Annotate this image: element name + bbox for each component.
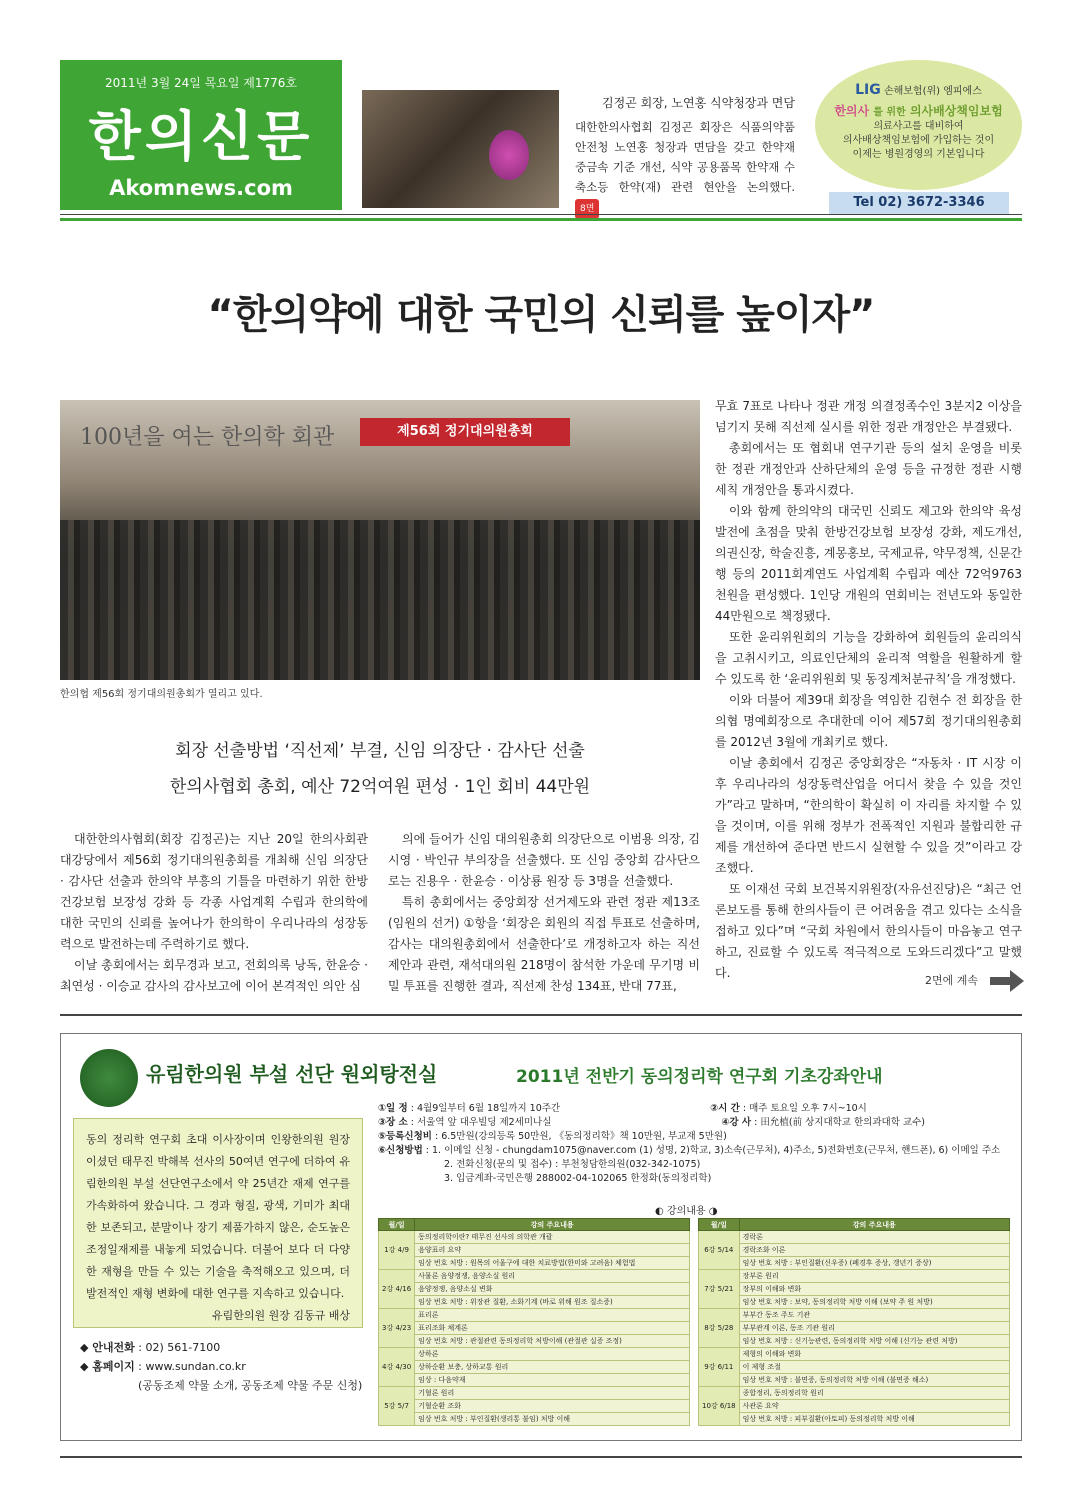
issue-date: 2011년 3월 24일 목요일 제1776호 — [105, 76, 297, 90]
lecture-item: 이 제형 조절 — [739, 1361, 1009, 1374]
lecture-item: 표리론 — [415, 1309, 690, 1322]
subheadline-2: 한의사협회 총회, 예산 72억여원 편성 · 1인 회비 44만원 — [169, 777, 591, 797]
schedule-row — [379, 1361, 690, 1374]
lecture-item: 상하론 — [415, 1348, 690, 1361]
lecture-item: 기혈론 원리 — [415, 1387, 690, 1400]
lecture-day: 8강 5/28 — [699, 1309, 740, 1348]
divider — [60, 1456, 1022, 1458]
lecture-item: 임상 : 다음약재 — [415, 1374, 690, 1387]
clinic-logo-icon — [80, 1049, 138, 1107]
lecture-item: 임상 번호 처방 : 관절관련 동의정리학 처방이해 (관절관 실증 조정) — [415, 1335, 690, 1348]
paragraph: 또 이재선 국회 보건복지위원장(자유선진당)은 “최근 언론보도를 통해 한의사들이 큰 어려움을 겪고 있다는 소식을 접하고 있다”며 “국회 차원에서 한의사들이 마음놓고 연구하고, 진료할 수 있도록 적극적으로 도와드리겠다”고 말했다. — [715, 882, 1022, 980]
main-headline[interactable]: “한의약에 대한 국민의 신뢰를 높이자” — [207, 292, 875, 338]
article-column-1 — [60, 829, 368, 997]
schedule-row — [379, 1348, 690, 1361]
desc-line: 이제는 병원경영의 기본입니다 — [852, 149, 985, 160]
lecture-item: 음양정쟁, 음양소실 변화 — [415, 1283, 690, 1296]
schedule-header: 강의 주요내용 — [415, 1219, 690, 1231]
schedule-header: 강의 주요내용 — [739, 1219, 1009, 1231]
top-news-headline[interactable]: 김정곤 회장, 노연홍 식약청장과 면담 — [602, 96, 795, 110]
schedule-row — [379, 1387, 690, 1400]
lecture-item: 음양표리 요약 — [415, 1244, 690, 1257]
lecture-item: 동의정리학이란? 태무진 선사의 의학관 개괄 — [415, 1231, 690, 1244]
lecture-item: 표리조화 체계론 — [415, 1322, 690, 1335]
schedule-row — [379, 1283, 690, 1296]
schedule-row — [699, 1348, 1010, 1361]
article-column-2 — [388, 829, 700, 997]
divider — [60, 214, 1022, 215]
product-name: 의사배상책임보험 — [909, 104, 1003, 118]
subheadline-1: 회장 선출방법 ‘직선제’ 부결, 신임 의장단 · 감사단 선출 — [175, 741, 585, 761]
fee-label: ⑤등록신청비 — [378, 1131, 432, 1142]
desc-line: 의사배상책임보험에 가입하는 것이 — [842, 135, 995, 146]
lig-brand — [815, 82, 1022, 98]
meeting-photo — [362, 90, 559, 208]
schedule-row — [699, 1413, 1010, 1426]
clinic-intro — [73, 1118, 363, 1328]
schedule-header: 월/일 — [379, 1219, 415, 1231]
lecture-day: 10강 6/18 — [699, 1387, 740, 1426]
lecture-day: 4강 4/30 — [379, 1348, 415, 1387]
page-reference-badge[interactable]: 8면 — [575, 199, 599, 219]
phone-label: ◆ 안내전화 — [80, 1341, 135, 1354]
lecture-item: 임상 번호 처방 : 부인질환(신우증) (폐경후 증상, 갱년기 증상) — [739, 1257, 1009, 1270]
place-label: ③장 소 — [378, 1117, 408, 1128]
lecture-day: 3강 4/23 — [379, 1309, 415, 1348]
lecture-item: 임상 번호 처방 : 보약, 동의정리학 처방 이해 (보약 주 원 처방) — [739, 1296, 1009, 1309]
schedule-table-left — [378, 1218, 690, 1426]
green-divider — [60, 218, 1022, 221]
schedule-row — [379, 1400, 690, 1413]
schedule-row — [699, 1296, 1010, 1309]
lecture-day: 2강 4/16 — [379, 1270, 415, 1309]
photo-caption: 한의협 제56회 정기대의원총회가 열리고 있다. — [60, 689, 263, 700]
schedule-row — [699, 1244, 1010, 1257]
schedule-row — [699, 1335, 1010, 1348]
schedule-row — [379, 1309, 690, 1322]
paragraph: 이와 더불어 제39대 회장을 역임한 김현수 전 회장을 한의협 명예회장으로 추대한데 이어 제57회 정기대의원총회를 2012년 3월에 개최키로 했다. — [715, 693, 1022, 749]
signature: 유림한의원 원장 김동규 배상 — [211, 1309, 350, 1322]
wall-slogan: 100년을 여는 한의학 회관 — [80, 425, 335, 450]
product-target: 한의사 — [834, 104, 870, 118]
period-value: : 4월9일부터 6월 18일까지 10주간 — [410, 1103, 561, 1114]
lecturer-label: ④강 사 — [721, 1117, 752, 1128]
lecture-item: 사물론 음양정쟁, 음양소실 원리 — [415, 1270, 690, 1283]
top-news — [575, 93, 795, 219]
article-column-3 — [715, 396, 1022, 984]
lig-brand-sub: 손해보험(위) 엠피에스 — [883, 86, 982, 97]
fee-value: : 6.5만원(강의등록 50만원, 《동의정리학》책 10만원, 부교재 5만원) — [434, 1131, 727, 1142]
lecture-item: 부부관계 이론, 동조 기관 원리 — [739, 1322, 1009, 1335]
schedule-row — [699, 1231, 1010, 1244]
schedule-row — [699, 1283, 1010, 1296]
phone-number[interactable]: : 02) 561-7100 — [138, 1341, 221, 1354]
lecture-day: 9강 6/11 — [699, 1348, 740, 1387]
schedule-row — [379, 1413, 690, 1426]
continued-link[interactable] — [925, 970, 1024, 992]
contact-note: (공동조제 약물 소개, 공동조제 약물 주문 신청) — [138, 1379, 363, 1392]
lecture-item: 장부의 이해와 변화 — [739, 1283, 1009, 1296]
lig-logo-text: LIG — [855, 82, 881, 98]
paragraph: 또한 윤리위원회의 기능을 강화하여 회원들의 윤리의식을 고취시키고, 의료인단체의 윤리적 역할을 원활하게 할 수 있도록 한 ‘윤리위원회 및 동징계처분규칙’을 개정했다. — [715, 630, 1022, 686]
orchid-decoration — [489, 130, 529, 180]
schedule-row — [379, 1374, 690, 1387]
place-value: : 서울역 앞 대우빌딩 제2세미나실 — [410, 1117, 552, 1128]
lecture-item: 임상 번호 처방 : 신기능관련, 동의정리학 처방 이해 (신기능 관련 처방) — [739, 1335, 1009, 1348]
schedule-row — [379, 1322, 690, 1335]
paragraph: 총회에서는 또 협회내 연구기관 등의 설치 운영을 비롯한 정관 개정안과 산하단체의 운영 등을 규정한 정관 시행세칙 개정안을 통과시켰다. — [715, 441, 1022, 497]
lecture-item: 사관론 요약 — [739, 1400, 1009, 1413]
schedule-row — [699, 1361, 1010, 1374]
lecture-item: 상하순환 보충, 상하교통 원리 — [415, 1361, 690, 1374]
lecture-day: 7강 5/21 — [699, 1270, 740, 1309]
divider — [60, 1014, 1022, 1016]
lecture-item: 임상 번호 처방 : 위장관 질환, 소화기계 (바로 위해 원조 질소증) — [415, 1296, 690, 1309]
desc-line: 의료사고를 대비하여 — [873, 121, 964, 132]
schedule-row — [699, 1374, 1010, 1387]
schedule-row — [699, 1309, 1010, 1322]
lecture-info — [378, 1102, 1008, 1186]
product-connector: 를 위한 — [873, 107, 906, 118]
assembly-photo — [60, 400, 700, 680]
paragraph: 이와 함께 한의약의 대국민 신뢰도 제고와 한의약 육성발전에 초점을 맞춰 한방건강보험 보장성 강화, 제도개선, 의권신장, 학술진흥, 계몽홍보, 국제교류, 약무정책, 신문간행 등의 2011회계연도 사업계획 수립과 예산 72억9763천원을 편성했다. 1인당 개원의 연회비는 전년도와 동일한 44만원으로 책정됐다. — [715, 504, 1022, 623]
schedule-row — [699, 1322, 1010, 1335]
lecture-day: 6강 5/14 — [699, 1231, 740, 1270]
lecture-item: 기혈순환 조화 — [415, 1400, 690, 1413]
paragraph: 의에 들어가 신임 대의원총회 의장단으로 이범용 의장, 김시영 · 박인규 부의장을 선출했다. 또 신임 중앙회 감사단으로는 진용우 · 한윤승 · 이상룡 원장 등 3명을 선출했다. — [388, 832, 700, 888]
schedule-label: ◐ 강의내용 ◑ — [655, 1206, 718, 1217]
paragraph: 이날 총회에서는 회무경과 보고, 전회의록 낭독, 한윤승 · 최연성 · 이승교 감사의 감사보고에 이어 본격적인 의안 심 — [60, 958, 368, 993]
lig-insurance-ad[interactable] — [815, 60, 1022, 212]
website-url[interactable]: : www.sundan.co.kr — [138, 1360, 246, 1373]
lecture-day: 5강 5/7 — [379, 1387, 415, 1426]
paragraph: 이날 총회에서 김정곤 중앙회장은 “자동차 · IT 시장 이후 우리나라의 성장동력산업을 어디서 찾을 수 있을 것인가”라고 말하며, “한의학이 확실히 이 자리를 차지할 수 있을 것이며, 이를 위해 정부가 전폭적인 지원과 불합리한 규제를 개선하여 준다면 반드시 실현할 수 있을 것”이라고 강조했다. — [715, 756, 1022, 875]
time-label: ②시 간 — [710, 1103, 740, 1114]
schedule-row — [699, 1270, 1010, 1283]
contact-info — [80, 1338, 362, 1395]
lecturer-value: : 田允植(前 상지대학교 한의과대학 교수) — [754, 1117, 925, 1128]
audience-crowd — [60, 520, 700, 680]
schedule-row — [379, 1244, 690, 1257]
lecture-item: 임상 번호 처방 : 불면증, 동의정리학 처방 이해 (불면증 해소) — [739, 1374, 1009, 1387]
lecture-item: 임상 번호 처방 : 부인질환(생리통 불임) 처방 이해 — [415, 1413, 690, 1426]
apply-line[interactable]: 2. 전화신청(문의 및 접수) : 부천청담한의원(032-342-1075) — [444, 1159, 701, 1170]
masthead — [60, 60, 342, 210]
newspaper-logo: 한의신문 — [88, 104, 314, 168]
apply-line: 3. 입금계좌-국민은행 288002-04-102065 한정화(동의정리학) — [444, 1173, 712, 1184]
paragraph: 무효 7표로 나타나 정관 개정 의결정족수인 3분지2 이상을 넘기지 못해 직선제 실시를 위한 정관 개정안은 부결됐다. — [715, 399, 1022, 434]
lecture-item: 경락론 — [739, 1231, 1009, 1244]
continued-label: 2면에 계속 — [925, 974, 978, 987]
clinic-name[interactable]: 유림한의원 부설 선단 원외탕전실 — [146, 1062, 438, 1086]
website-link[interactable]: Akomnews.com — [109, 176, 293, 200]
period-label: ①일 정 — [378, 1103, 408, 1114]
paragraph: 특히 총회에서는 중앙회장 선거제도와 관련 정관 제13조(임원의 선거) ①항을 ‘회장은 회원의 직접 투표로 선출하며, 감사는 대의원총회에서 선출한다’로 개정하고자 하는 직선제안과 관련, 재석대의원 218명이 참석한 가운데 무기명 비밀 투표를 진행한 결과, 직선제 찬성 134표, 반대 77표, — [388, 895, 700, 993]
schedule-row — [379, 1335, 690, 1348]
schedule-table-right — [698, 1218, 1010, 1426]
apply-line[interactable]: : 1. 이메일 신청 - chungdam1075@naver.com (1) 성명, 2)학교, 3)소속(근무처), 4)주소, 5)전화번호(근무처, 핸드폰), 6) 이메일 주소 — [425, 1145, 1001, 1156]
schedule-row — [699, 1400, 1010, 1413]
lecture-item: 제형의 이해와 변화 — [739, 1348, 1009, 1361]
schedule-row — [379, 1270, 690, 1283]
lecture-item: 장부론 원리 — [739, 1270, 1009, 1283]
schedule-header: 월/일 — [699, 1219, 740, 1231]
schedule-row — [699, 1387, 1010, 1400]
insurance-product — [815, 102, 1022, 119]
assembly-banner: 제56회 정기대의원총회 — [360, 418, 570, 446]
web-label: ◆ 홈페이지 — [80, 1360, 135, 1373]
schedule-row — [699, 1257, 1010, 1270]
ad-phone[interactable]: Tel 02) 3672-3346 — [829, 192, 1009, 214]
arrow-right-icon — [990, 970, 1024, 992]
insurance-description — [815, 120, 1022, 162]
time-value: : 매주 토요일 오후 7시~10시 — [742, 1103, 867, 1114]
lecture-item: 경락조화 이론 — [739, 1244, 1009, 1257]
lecture-item: 임상 번호 처방 : 원목의 어울구에 대한 치료방법(한미와 고려음) 체험법 — [415, 1257, 690, 1270]
intro-text: 동의 정리학 연구회 초대 이사장이며 인왕한의원 원장이셨던 태무진 박해복 선사의 50여년 연구에 더하여 유림한의원 부설 선단연구소에서 약 25년간 재제 연구를 가속화하여 왔습니다. 그 경과 형질, 광색, 기미가 최대한 보존되고, 분말이나 장기 제품가하지 않은, 순도높은 조정일재제를 내놓게 되었습니다. 더불어 보다 더 다양한 재형을 만들 수 있는 기술을 축적해오고 있으며, 더 발전적인 재형 변화에 대한 연구를 지속하고 있습니다. — [86, 1133, 350, 1300]
top-news-body: 대한한의사협회 김정곤 회장은 식품의약품안전청 노연홍 청장과 면담을 갖고 한약재 중금속 기준 개선, 식약 공용품목 한약재 수축소등 한약(재) 관련 현안을 논의했다. — [575, 120, 795, 194]
lecture-title: 2011년 전반기 동의정리학 연구회 기초강좌안내 — [516, 1067, 883, 1087]
apply-label: ⑥신청방법 — [378, 1145, 423, 1156]
schedule-row — [379, 1296, 690, 1309]
lecture-item: 부부간 동조 주도 기관 — [739, 1309, 1009, 1322]
lecture-item: 임상 번호 처방 : 피부질환(아토피) 동의정리학 처방 이해 — [739, 1413, 1009, 1426]
schedule-row — [379, 1231, 690, 1244]
schedule-row — [379, 1257, 690, 1270]
paragraph: 대한한의사협회(회장 김정곤)는 지난 20일 한의사회관 대강당에서 제56회 정기대의원총회를 개최해 신임 의장단 · 감사단 선출과 한의약 부흥의 기틀을 마련하기 위한 한방건강보험 보장성 강화 등 각종 사업계획 수립과 한의학에 대한 국민의 신뢰를 높여나가 한의학이 우리나라의 성장동력으로 발전하는데 주력하기로 했다. — [60, 832, 368, 951]
lecture-item: 종합정리, 동의정리학 원리 — [739, 1387, 1009, 1400]
lecture-day: 1강 4/9 — [379, 1231, 415, 1270]
